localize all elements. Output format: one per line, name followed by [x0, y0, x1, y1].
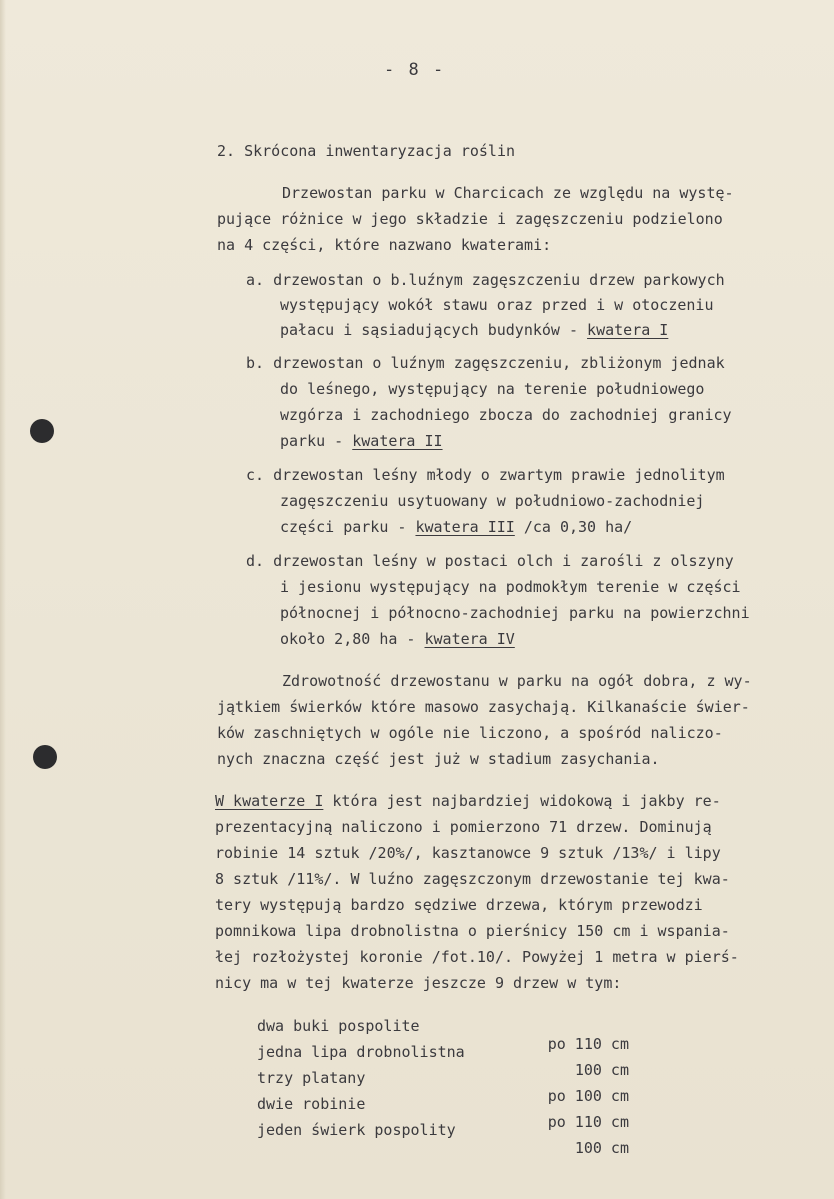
quarter-one-line: nicy ma w tej kwaterze jeszcze 9 drzew w tym:	[215, 974, 622, 992]
item-a-line: występujący wokół stawu oraz przed i w otoczeniu	[280, 296, 714, 314]
quarter-label: kwatera IV	[424, 630, 515, 648]
intro-line: Drzewostan parku w Charcicach ze względu na wystę-	[282, 184, 734, 202]
quarter-one-line: 8 sztuk /11%/. W luźno zagęszczonym drzewostanie tej kwa-	[215, 870, 730, 888]
item-c-line: c. drzewostan leśny młody o zwartym prawie jednolitym	[246, 466, 725, 484]
tree-name: jedna lipa drobnolistna	[257, 1043, 465, 1061]
item-b-line: do leśnego, występujący na terenie południowego	[280, 380, 705, 398]
tree-name: dwie robinie	[257, 1095, 366, 1113]
tree-girth: 100 cm	[574, 1061, 629, 1079]
health-paragraph-line: ków zaschniętych w ogóle nie liczono, a spośród naliczo-	[217, 724, 723, 742]
tree-girth: 100 cm	[574, 1139, 629, 1157]
page-edge-shadow	[0, 0, 6, 1199]
tree-name: trzy platany	[257, 1069, 366, 1087]
quarter-label: kwatera II	[352, 432, 443, 450]
quarter-one-line: pomnikowa lipa drobnolistna o pierśnicy 150 cm i wspania-	[215, 922, 730, 940]
health-paragraph-line: nych znaczna część jest już w stadium zasychania.	[217, 750, 660, 768]
quarter-one-line: W kwaterze I która jest najbardziej widokową i jakby re-	[215, 792, 721, 810]
intro-line: na 4 części, które nazwano kwaterami:	[217, 236, 552, 254]
item-a-line: pałacu i sąsiadujących budynków - kwatera I	[280, 321, 669, 339]
page-number: - 8 -	[384, 60, 446, 80]
quarter-label: kwatera III	[415, 518, 515, 536]
tree-girth: po 110 cm	[547, 1113, 629, 1131]
item-a-line: a. drzewostan o b.luźnym zagęszczeniu drzew parkowych	[246, 271, 725, 289]
quarter-one-line: robinie 14 sztuk /20%/, kasztanowce 9 sztuk /13%/ i lipy	[215, 844, 721, 862]
tree-girth: po 110 cm	[547, 1035, 629, 1053]
intro-line: pujące różnice w jego składzie i zagęszczeniu podzielono	[217, 210, 723, 228]
item-c-line: zagęszczeniu usytuowany w południowo-zachodniej	[280, 492, 705, 510]
item-b-line: b. drzewostan o luźnym zagęszczeniu, zbliżonym jednak	[246, 354, 725, 372]
tree-name: dwa buki pospolite	[257, 1017, 420, 1035]
binder-hole	[33, 745, 57, 769]
item-c-line: części parku - kwatera III /ca 0,30 ha/	[280, 518, 633, 536]
item-d-line: i jesionu występujący na podmokłym terenie w części	[280, 578, 741, 596]
item-b-line: wzgórza i zachodniego zbocza do zachodniej granicy	[280, 406, 732, 424]
item-d-line: d. drzewostan leśny w postaci olch i zarośli z olszyny	[246, 552, 734, 570]
health-paragraph-line: Zdrowotność drzewostanu w parku na ogół dobra, z wy-	[282, 672, 752, 690]
section-heading: 2. Skrócona inwentaryzacja roślin	[217, 142, 516, 160]
item-b-line: parku - kwatera II	[280, 432, 443, 450]
quarter-one-line: łej rozłożystej koronie /fot.10/. Powyżej 1 metra w pierś-	[215, 948, 739, 966]
item-d-line: około 2,80 ha - kwatera IV	[280, 630, 515, 648]
tree-row	[257, 1103, 637, 1157]
item-d-line: północnej i północno-zachodniej parku na powierzchni	[280, 604, 750, 622]
health-paragraph-line: jątkiem świerków które masowo zasychają. Kilkanaście świer-	[217, 698, 750, 716]
tree-girth: po 100 cm	[547, 1087, 629, 1105]
binder-hole	[30, 419, 54, 443]
quarter-one-line: tery występują bardzo sędziwe drzewa, którym przewodzi	[215, 896, 703, 914]
quarter-one-lead: W kwaterze I	[215, 792, 324, 810]
tree-name: jeden świerk pospolity	[257, 1121, 456, 1139]
quarter-label: kwatera I	[587, 321, 669, 339]
quarter-one-line: prezentacyjną naliczono i pomierzono 71 drzew. Dominują	[215, 818, 712, 836]
